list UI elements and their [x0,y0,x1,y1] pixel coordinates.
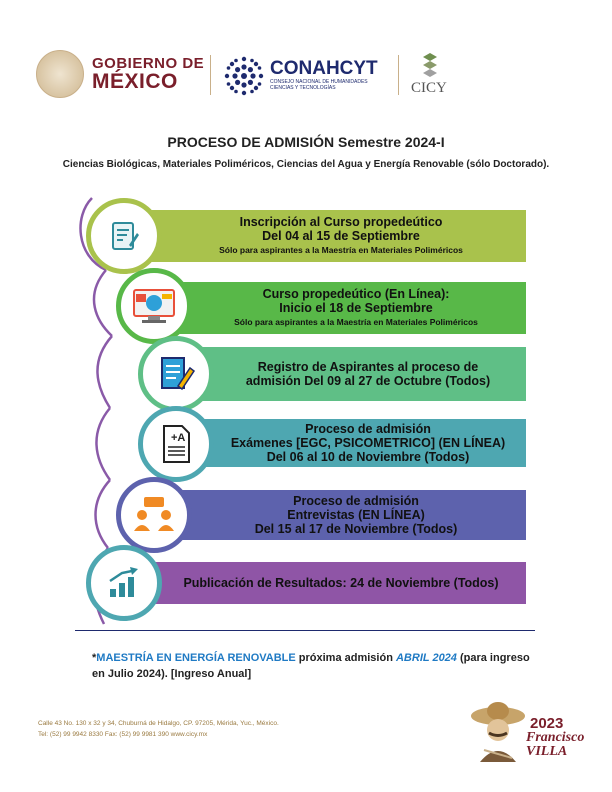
step-2-circle [116,268,192,344]
step-4-circle [138,406,214,482]
commemorative-name-1: Francisco [526,730,585,745]
commemorative-name [526,731,584,759]
online-course-icon [130,286,178,326]
notepad-icon [107,219,141,253]
enrollment-note [92,650,532,682]
step-1-line1: Inscripción al Curso propedeútico [239,215,443,229]
conahcyt-name: CONAHCYT [270,58,378,79]
cicy-logo [415,52,445,82]
commemorative-year: 2023 [530,715,564,732]
mexico-seal-logo [36,50,84,98]
commemorative-name-2: VILLA [526,744,568,759]
step-5-line2: Entrevistas (EN LÍNEA) [287,508,425,522]
footer-address-block [38,718,279,740]
footer-contact: Tel: (52) 99 9942 8330 Fax: (52) 99 9981 390 www.cicy.mx [38,731,208,738]
svg-text:+A: +A [171,432,186,444]
interview-icon [132,495,176,535]
conahcyt-logo [222,54,266,98]
page-subtitle: Ciencias Biológicas, Materiales Poliméricos, Ciencias del Agua y Energía Renovable (sólo Doctorado). [62,159,550,170]
header-divider-2 [398,55,399,95]
cicy-name: CICY [411,80,447,96]
step-3-bar [180,347,526,401]
gobierno-line1: GOBIERNO DE [92,55,205,72]
francisco-villa-portrait [470,700,526,762]
step-6-bar [126,562,526,604]
step-4-bar [180,419,526,467]
step-2-line2: Inicio el 18 de Septiembre [279,301,433,315]
note-highlight: MAESTRÍA EN ENERGÍA RENOVABLE [96,652,296,664]
conahcyt-subtitle: CONSEJO NACIONAL DE HUMANIDADES CIENCIAS Y TECNOLOGÍAS [270,79,368,91]
form-pencil-icon [156,354,196,394]
step-6-circle [86,545,162,621]
step-3-circle [138,336,214,412]
step-4-line3: Del 06 al 10 de Noviembre (Todos) [266,450,470,464]
step-6-line1: Publicación de Resultados: 24 de Noviembre (Todos) [183,576,499,590]
gobierno-line2: MÉXICO [92,70,178,93]
step-5-bar [156,490,526,540]
note-text2: (para ingreso en Julio 2024). [Ingreso Anual] [92,652,530,680]
note-divider [75,630,535,631]
footer-address: Calle 43 No. 130 x 32 y 34, Chuburná de Hidalgo, CP. 97205, Mérida, Yuc., México. [38,720,279,727]
note-italic: ABRIL 2024 [395,652,457,664]
step-2-bar [156,282,526,334]
results-chart-icon [104,565,144,601]
step-5-line1: Proceso de admisión [293,494,419,508]
note-prefix: * [92,652,97,664]
step-1-line2: Del 04 al 15 de Septiembre [262,229,420,243]
step-5-line3: Del 15 al 17 de Noviembre (Todos) [254,522,458,536]
page-title: PROCESO DE ADMISIÓN Semestre 2024-I [167,134,445,150]
header-divider [210,55,211,95]
step-3-line2: admisión Del 09 al 27 de Octubre (Todos) [245,374,491,388]
exam-icon [156,423,196,465]
step-4-line1: Proceso de admisión [305,422,431,436]
note-text1: próxima admisión [295,652,396,664]
step-5-circle [116,477,192,553]
step-2-line1: Curso propedeútico (En Línea): [262,287,450,301]
step-1-line3: Sólo para aspirantes a la Maestría en Materiales Poliméricos [219,245,463,255]
step-1-circle [86,198,162,274]
step-1-bar [126,210,526,262]
step-2-line3: Sólo para aspirantes a la Maestría en Materiales Poliméricos [234,317,478,327]
step-3-line1: Registro de Aspirantes al proceso de [257,360,479,374]
step-4-line2: Exámenes [EGC, PSICOMETRICO] (EN LÍNEA) [230,436,506,450]
